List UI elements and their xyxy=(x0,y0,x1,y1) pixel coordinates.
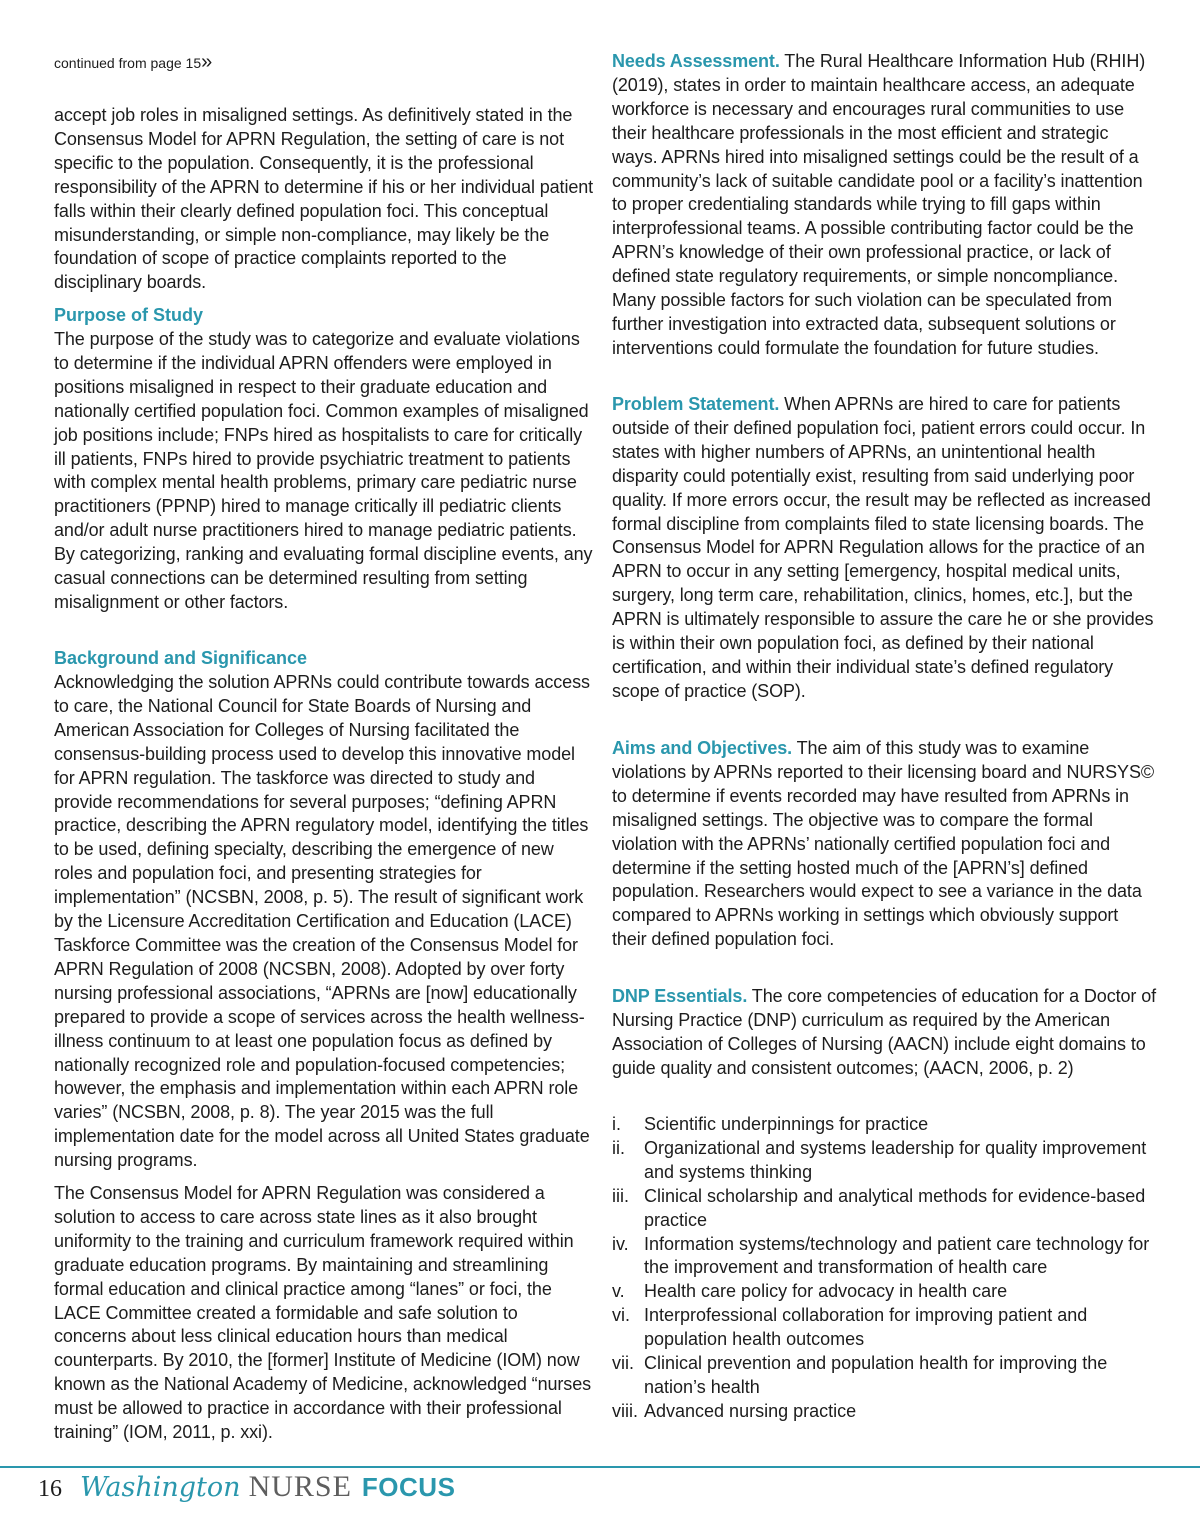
footer-divider xyxy=(0,1466,1200,1468)
list-item-number: i. xyxy=(612,1114,621,1134)
list-item-text: Clinical prevention and population health for improving the nation’s health xyxy=(644,1353,1108,1397)
list-item xyxy=(612,1137,1157,1185)
list-item xyxy=(612,1185,1157,1233)
continued-note xyxy=(54,51,213,73)
list-item-text: Scientific underpinnings for practice xyxy=(644,1114,929,1134)
list-item xyxy=(612,1400,1157,1424)
essentials-list xyxy=(612,1113,1157,1424)
list-item xyxy=(612,1113,1157,1137)
list-item-text: Clinical scholarship and analytical methods for evidence-based practice xyxy=(644,1185,1146,1230)
list-item-text: Information systems/technology and patient care technology for the improvement and transformation of health care xyxy=(644,1233,1150,1278)
list-item xyxy=(612,1304,1157,1352)
background-heading: Background and Significance xyxy=(54,648,308,668)
aims-text: The aim of this study was to examine violations by APRNs reported to their licensing board and NURSYS© to determine if events recorded may have resulted from APRNs in misaligned settings. The objective was to compare the formal violation with the APRNs’ nationally certified population foci and determine if the setting hosted much of the [APRN’s] defined population. Researchers would expect to see a variance in the data compared to APRNs working in settings which obviously support their defined population foci. xyxy=(612,738,1155,950)
page-footer xyxy=(38,1470,455,1510)
masthead-focus: FOCUS xyxy=(361,1472,456,1502)
list-item-number: v. xyxy=(612,1281,625,1302)
background-paragraph: Acknowledging the solution APRNs could contribute towards access to care, the National Council for State Boards of Nursing and American Association for Colleges of Nursing facilitated the consensus-building process used to develop this innovative model for APRN regulation. The taskforce was directed to study and provide recommendations for several purposes; “defining APRN practice, describing the APRN regulatory model, identifying the titles to be used, defining specialty, describing the emergence of new roles and population foci, and presenting strategies for implementation” (NCSBN, 2008, p. 5). The result of significant work by the Licensure Accreditation Certification and Education (LACE) Taskforce Committee was the creation of the Consensus Model for APRN Regulation of 2008 (NCSBN, 2008). Adopted by over forty nursing professional associations, “APRNs are [now] educationally prepared to provide a scope of services across the health wellness-illness continuum to at least one population focus as defined by nationally recognized role and population-focused competencies; however, the emphasis and implementation within each APRN role varies” (NCSBN, 2008, p. 8). The year 2015 was the full implementation date for the model across all United States graduate nursing programs. xyxy=(54,672,590,1171)
masthead-script: Washington xyxy=(80,1472,241,1503)
list-item-text: Interprofessional collaboration for improving patient and population health outcomes xyxy=(644,1305,1088,1350)
problem-statement-paragraph xyxy=(612,393,1157,704)
consensus-paragraph: The Consensus Model for APRN Regulation was considered a solution to access to care across state lines as it also brought uniformity to the training and curriculum framework required within graduate education programs. By maintaining and streamlining formal education and clinical practice among “lanes” or foci, the LACE Committee created a formidable and safe solution to concerns about less clinical education hours than medical counterparts. By 2010, the [former] Institute of Medicine (IOM) now known as the National Academy of Medicine, acknowledged “nurses must be allowed to practice in accordance with their professional training” (IOM, 2011, p. xxi). xyxy=(54,1183,592,1443)
continued-text: continued from page 15 xyxy=(54,55,202,71)
list-item xyxy=(612,1233,1157,1281)
list-item xyxy=(612,1280,1157,1304)
masthead-nurse: NURSE xyxy=(248,1470,352,1503)
list-item-text: Health care policy for advocacy in health care xyxy=(644,1281,1008,1302)
page-number: 16 xyxy=(38,1476,62,1502)
list-item-text: Advanced nursing practice xyxy=(644,1400,857,1421)
list-item-number: iv. xyxy=(612,1233,629,1254)
list-item-number: vii. xyxy=(612,1353,634,1374)
purpose-heading: Purpose of Study xyxy=(54,305,204,325)
intro-paragraph: accept job roles in misaligned settings. As definitively stated in the Consensus Model for APRN Regulation, the setting of care is not specific to the population. Consequently, it is the professional responsibility of the APRN to determine if his or her individual patient falls within their clearly defined population foci. This conceptual misunderstanding, or simple non-compliance, may likely be the foundation of scope of practice complaints reported to the disciplinary boards. xyxy=(54,105,594,293)
list-item-number: vi. xyxy=(612,1305,630,1326)
aims-heading: Aims and Objectives. xyxy=(612,738,793,758)
purpose-paragraph: The purpose of the study was to categorize and evaluate violations to determine if the individual APRN offenders were employed in positions misaligned in respect to their graduate education and nationally certified population foci. Common examples of misaligned job positions include; FNPs hired as hospitalists to care for critically ill patients, FNPs hired to provide psychiatric treatment to patients with complex mental health problems, primary care pediatric nurse practitioners (PPNP) hired to manage critically ill pediatric clients and/or adult nurse practitioners hired to manage pediatric patients. By categorizing, ranking and evaluating formal discipline events, any casual connections can be determined resulting from setting misalignment or other factors. xyxy=(54,329,593,612)
needs-assessment-text: The Rural Healthcare Information Hub (RHIH) (2019), states in order to maintain healthcare access, an adequate workforce is necessary and encourages rural communities to use their healthcare professionals in the most efficient and strategic ways. APRNs hired into misaligned settings could be the result of a community’s lack of suitable candidate pool or a facility’s inattention to proper credentialing standards while trying to fill gaps within interprofessional teams. A possible contributing factor could be the APRN’s knowledge of their own professional practice, or lack of defined state regulatory requirements, or simple noncompliance. Many possible factors for such violation can be speculated from further investigation into extracted data, subsequent solutions or interventions could formulate the foundation for future studies. xyxy=(612,51,1146,358)
problem-statement-heading: Problem Statement. xyxy=(612,394,780,414)
needs-assessment-paragraph xyxy=(612,50,1157,361)
needs-assessment-heading: Needs Assessment. xyxy=(612,51,780,71)
list-item-number: ii. xyxy=(612,1137,625,1158)
dnp-heading: DNP Essentials. xyxy=(612,986,748,1006)
dnp-text: The core competencies of education for a Doctor of Nursing Practice (DNP) curriculum as required by the American Association of Colleges of Nursing (AACN) include eight domains to guide quality and consistent outcomes; (AACN, 2006, p. 2) xyxy=(612,986,1157,1078)
dnp-paragraph xyxy=(612,985,1157,1081)
list-item xyxy=(612,1352,1157,1400)
list-item-text: Organizational and systems leadership for quality improvement and systems thinking xyxy=(644,1137,1147,1182)
list-item-number: iii. xyxy=(612,1185,629,1206)
list-item-number: viii. xyxy=(612,1400,638,1421)
aims-paragraph xyxy=(612,737,1157,952)
problem-statement-text: When APRNs are hired to care for patients outside of their defined population foci, patient errors could occur. In states with higher numbers of APRNs, an unintentional health disparity could potentially exist, resulting from said underlying poor quality. If more errors occur, the result may be reflected as increased formal discipline from complaints filed to state licensing boards. The Consensus Model for APRN Regulation allows for the practice of an APRN to occur in any setting [emergency, hospital medical units, surgery, long term care, rehabilitation, clinics, homes, etc.], but the APRN is ultimately responsible to assure the care he or she provides is within their own population foci, as defined by their national certification, and within their individual state’s defined regulatory scope of practice (SOP). xyxy=(612,394,1154,701)
double-chevron-icon: » xyxy=(201,51,213,73)
